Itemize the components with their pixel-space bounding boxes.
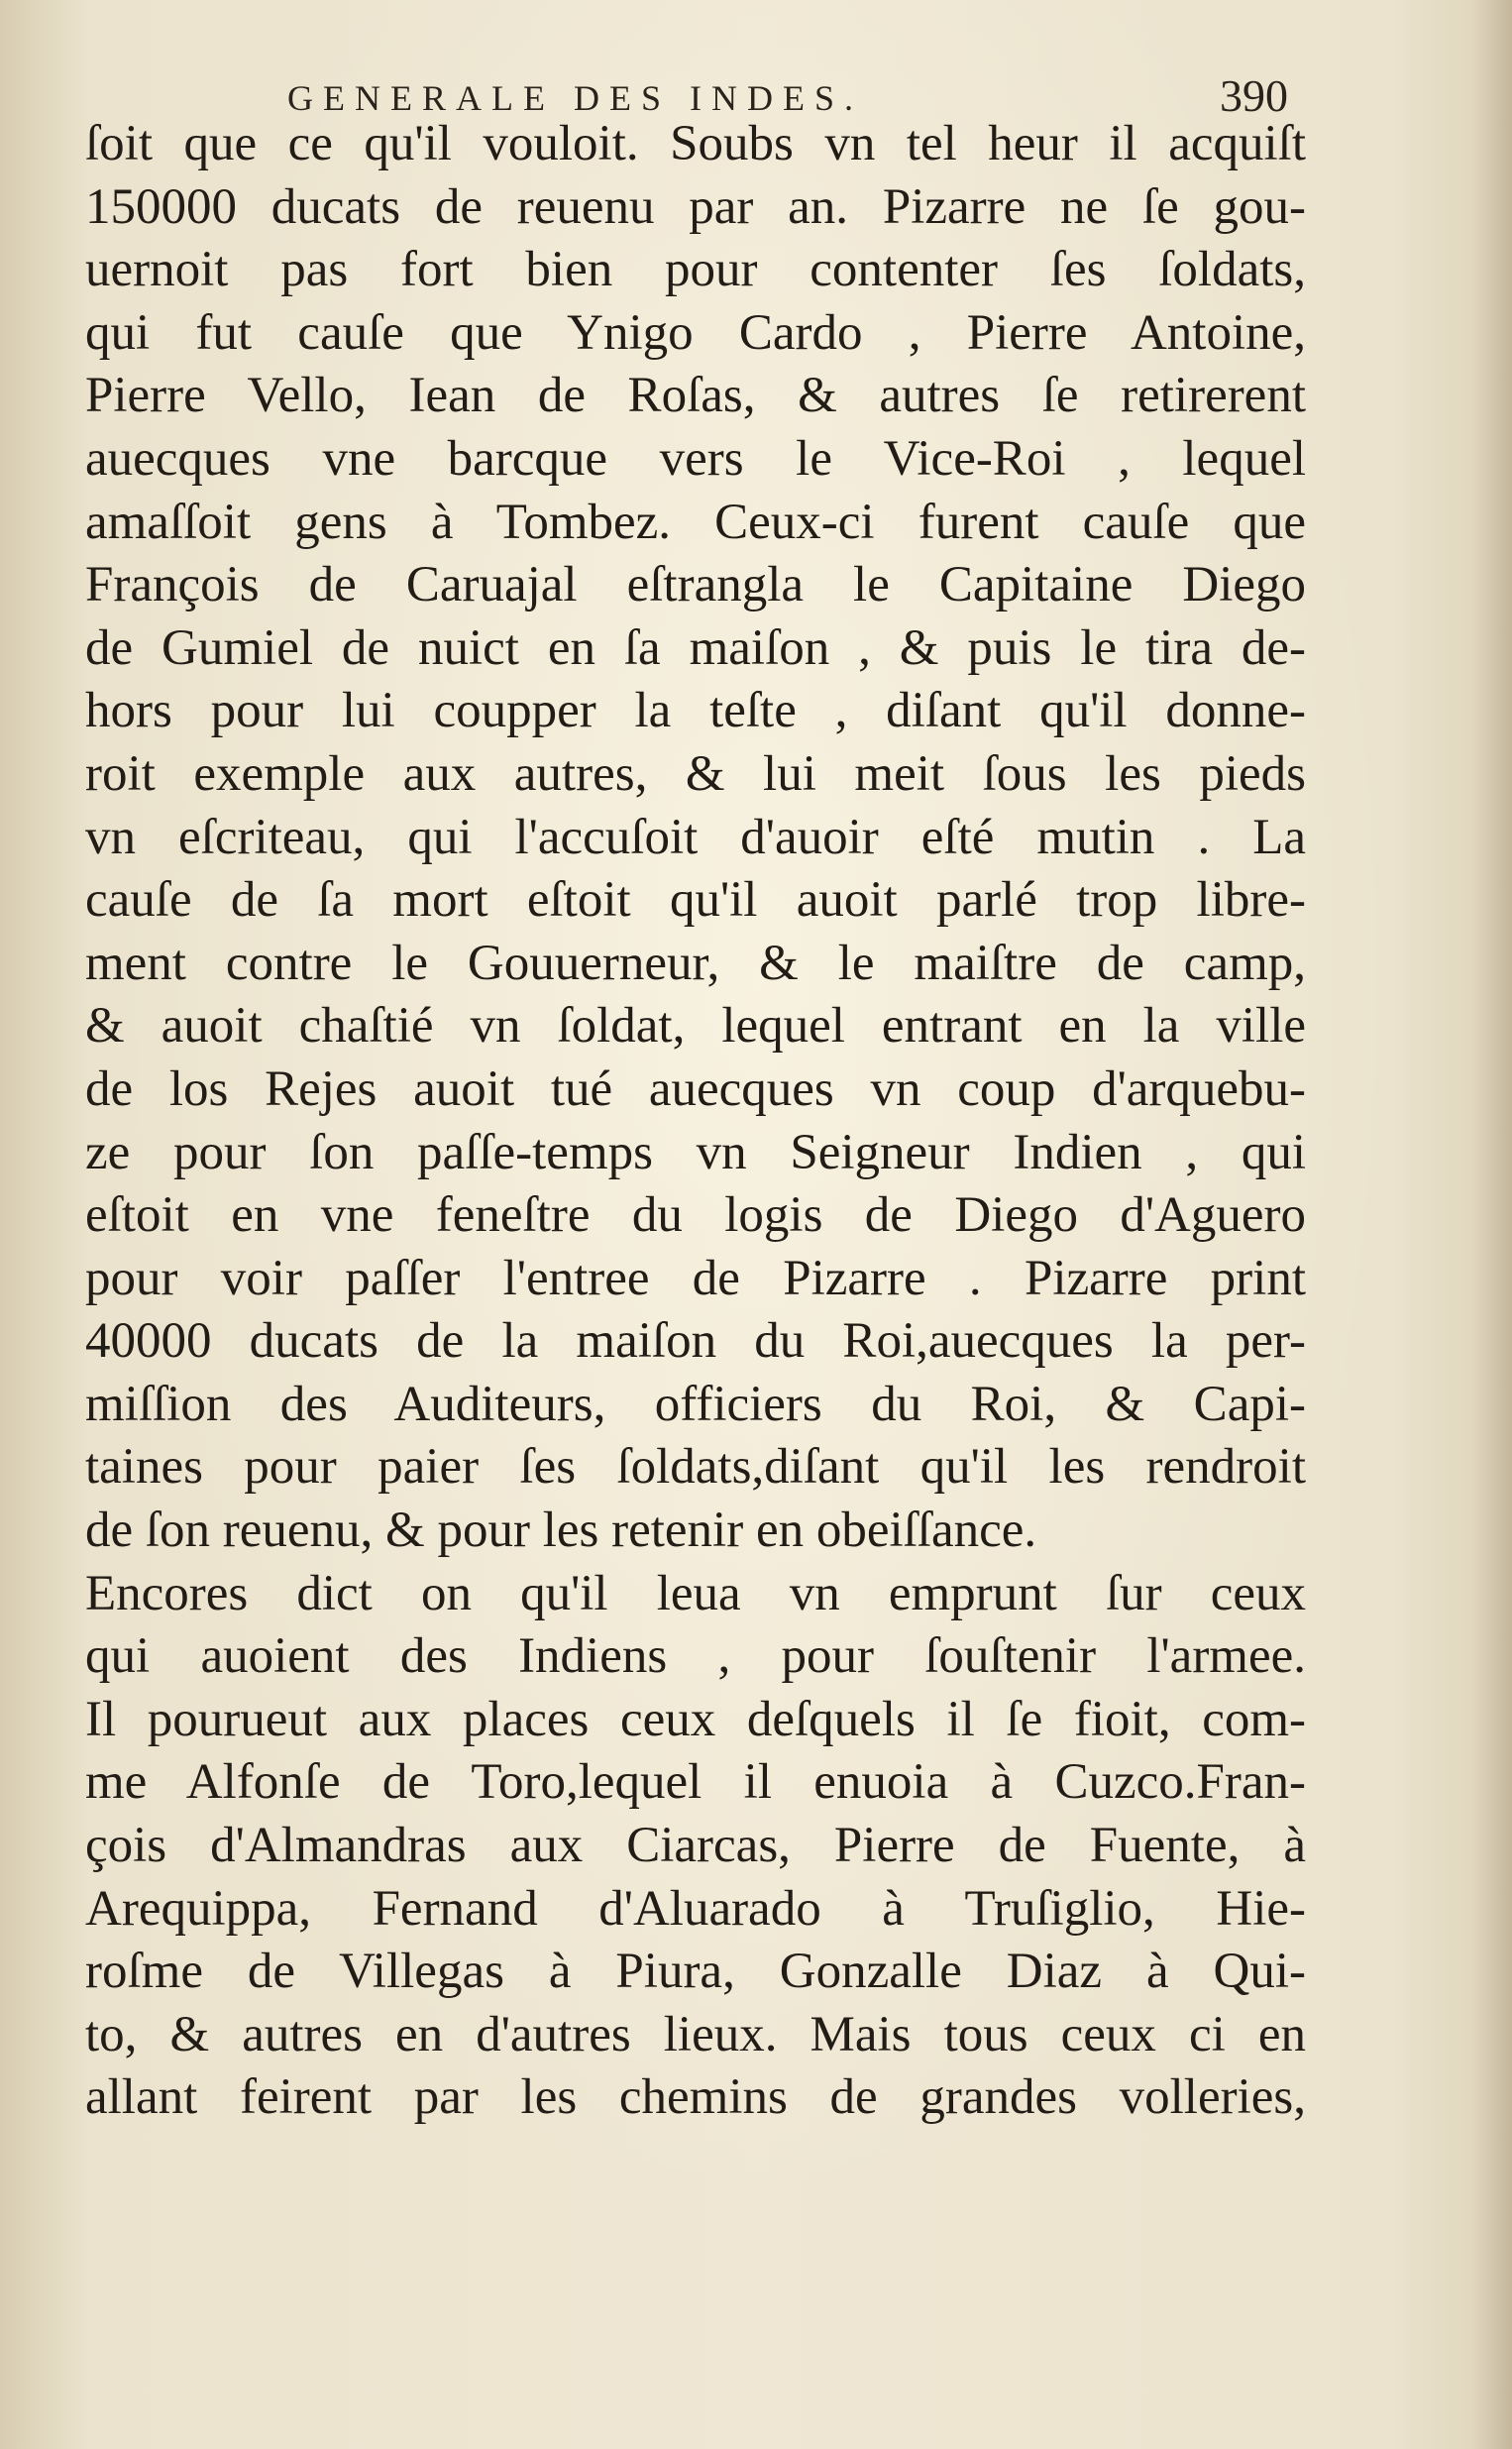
text-line: to, & autres en d'autres lieux. Mais tous ceux ci en bbox=[85, 2006, 1306, 2062]
text-line: de ſon reuenu, & pour les retenir en obeiſſance. bbox=[85, 1503, 1037, 1559]
text-line: ſoit que ce qu'il vouloit. Soubs vn tel heur il acquiſt bbox=[85, 116, 1306, 171]
text-line: hors pour lui coupper la teſte , diſant qu'il donne- bbox=[85, 683, 1306, 739]
text-line: Encores dict on qu'il leua vn emprunt ſur ceux bbox=[85, 1565, 1306, 1621]
text-line: roſme de Villegas à Piura, Gonzalle Diaz à Qui- bbox=[85, 1944, 1306, 2000]
text-line: allant feirent par les chemins de grandes volleries, bbox=[85, 2069, 1306, 2126]
text-line: qui fut cauſe que Ynigo Cardo , Pierre Antoine, bbox=[85, 304, 1306, 361]
text-line: taines pour paier ſes ſoldats,diſant qu'il les rendroit bbox=[85, 1439, 1306, 1496]
text-line: me Alfonſe de Toro,lequel il enuoia à Cuzco.Fran- bbox=[85, 1754, 1306, 1811]
text-line: Pierre Vello, Iean de Roſas, & autres ſe retirerent bbox=[85, 368, 1306, 424]
text-line: vn eſcriteau, qui l'accuſoit d'auoir eſté mutin . La bbox=[85, 809, 1306, 865]
text-line: uernoit pas fort bien pour contenter ſes ſoldats, bbox=[85, 242, 1306, 298]
text-line: & auoit chaſtié vn ſoldat, lequel entrant en la ville bbox=[85, 998, 1306, 1055]
text-line: de Gumiel de nuict en ſa maiſon , & puis le tira de- bbox=[85, 619, 1306, 676]
text-line: François de Caruajal eſtrangla le Capitaine Diego bbox=[85, 557, 1306, 613]
text-line: pour voir paſſer l'entree de Pizarre . Pizarre print bbox=[85, 1250, 1306, 1306]
body-text bbox=[85, 113, 1306, 2130]
running-head: GENERALE DES INDES. bbox=[287, 78, 863, 118]
text-line: qui auoient des Indiens , pour ſouſtenir l'armee. bbox=[85, 1628, 1306, 1685]
text-line: 40000 ducats de la maiſon du Roi,auecques la per- bbox=[85, 1313, 1306, 1370]
text-line: ze pour ſon paſſe-temps vn Seigneur Indien , qui bbox=[85, 1124, 1306, 1180]
text-line: de los Rejes auoit tué auecques vn coup d'arquebu- bbox=[85, 1060, 1306, 1117]
text-line: roit exemple aux autres, & lui meit ſous les pieds bbox=[85, 745, 1306, 802]
text-line: Il pourueut aux places ceux deſquels il ſe fioit, com- bbox=[85, 1691, 1306, 1747]
text-line: 150000 ducats de reuenu par an. Pizarre ne ſe gou- bbox=[85, 178, 1306, 235]
text-line: auecques vne barcque vers le Vice-Roi , lequel bbox=[85, 430, 1306, 487]
text-line: cauſe de ſa mort eſtoit qu'il auoit parlé trop libre- bbox=[85, 872, 1306, 929]
page-number: 390 bbox=[1220, 70, 1288, 121]
page-edge-shadow bbox=[1472, 0, 1512, 2449]
text-line: Arequippa, Fernand d'Aluarado à Truſiglio, Hie- bbox=[85, 1880, 1306, 1937]
text-line: eſtoit en vne feneſtre du logis de Diego d'Aguero bbox=[85, 1187, 1306, 1244]
text-line: miſſion des Auditeurs, officiers du Roi, & Capi- bbox=[85, 1376, 1306, 1432]
text-line: ment contre le Gouuerneur, & le maiſtre de camp, bbox=[85, 935, 1306, 991]
text-line: çois d'Almandras aux Ciarcas, Pierre de Fuente, à bbox=[85, 1818, 1306, 1874]
text-line: amaſſoit gens à Tombez. Ceux-ci furent cauſe que bbox=[85, 494, 1306, 550]
